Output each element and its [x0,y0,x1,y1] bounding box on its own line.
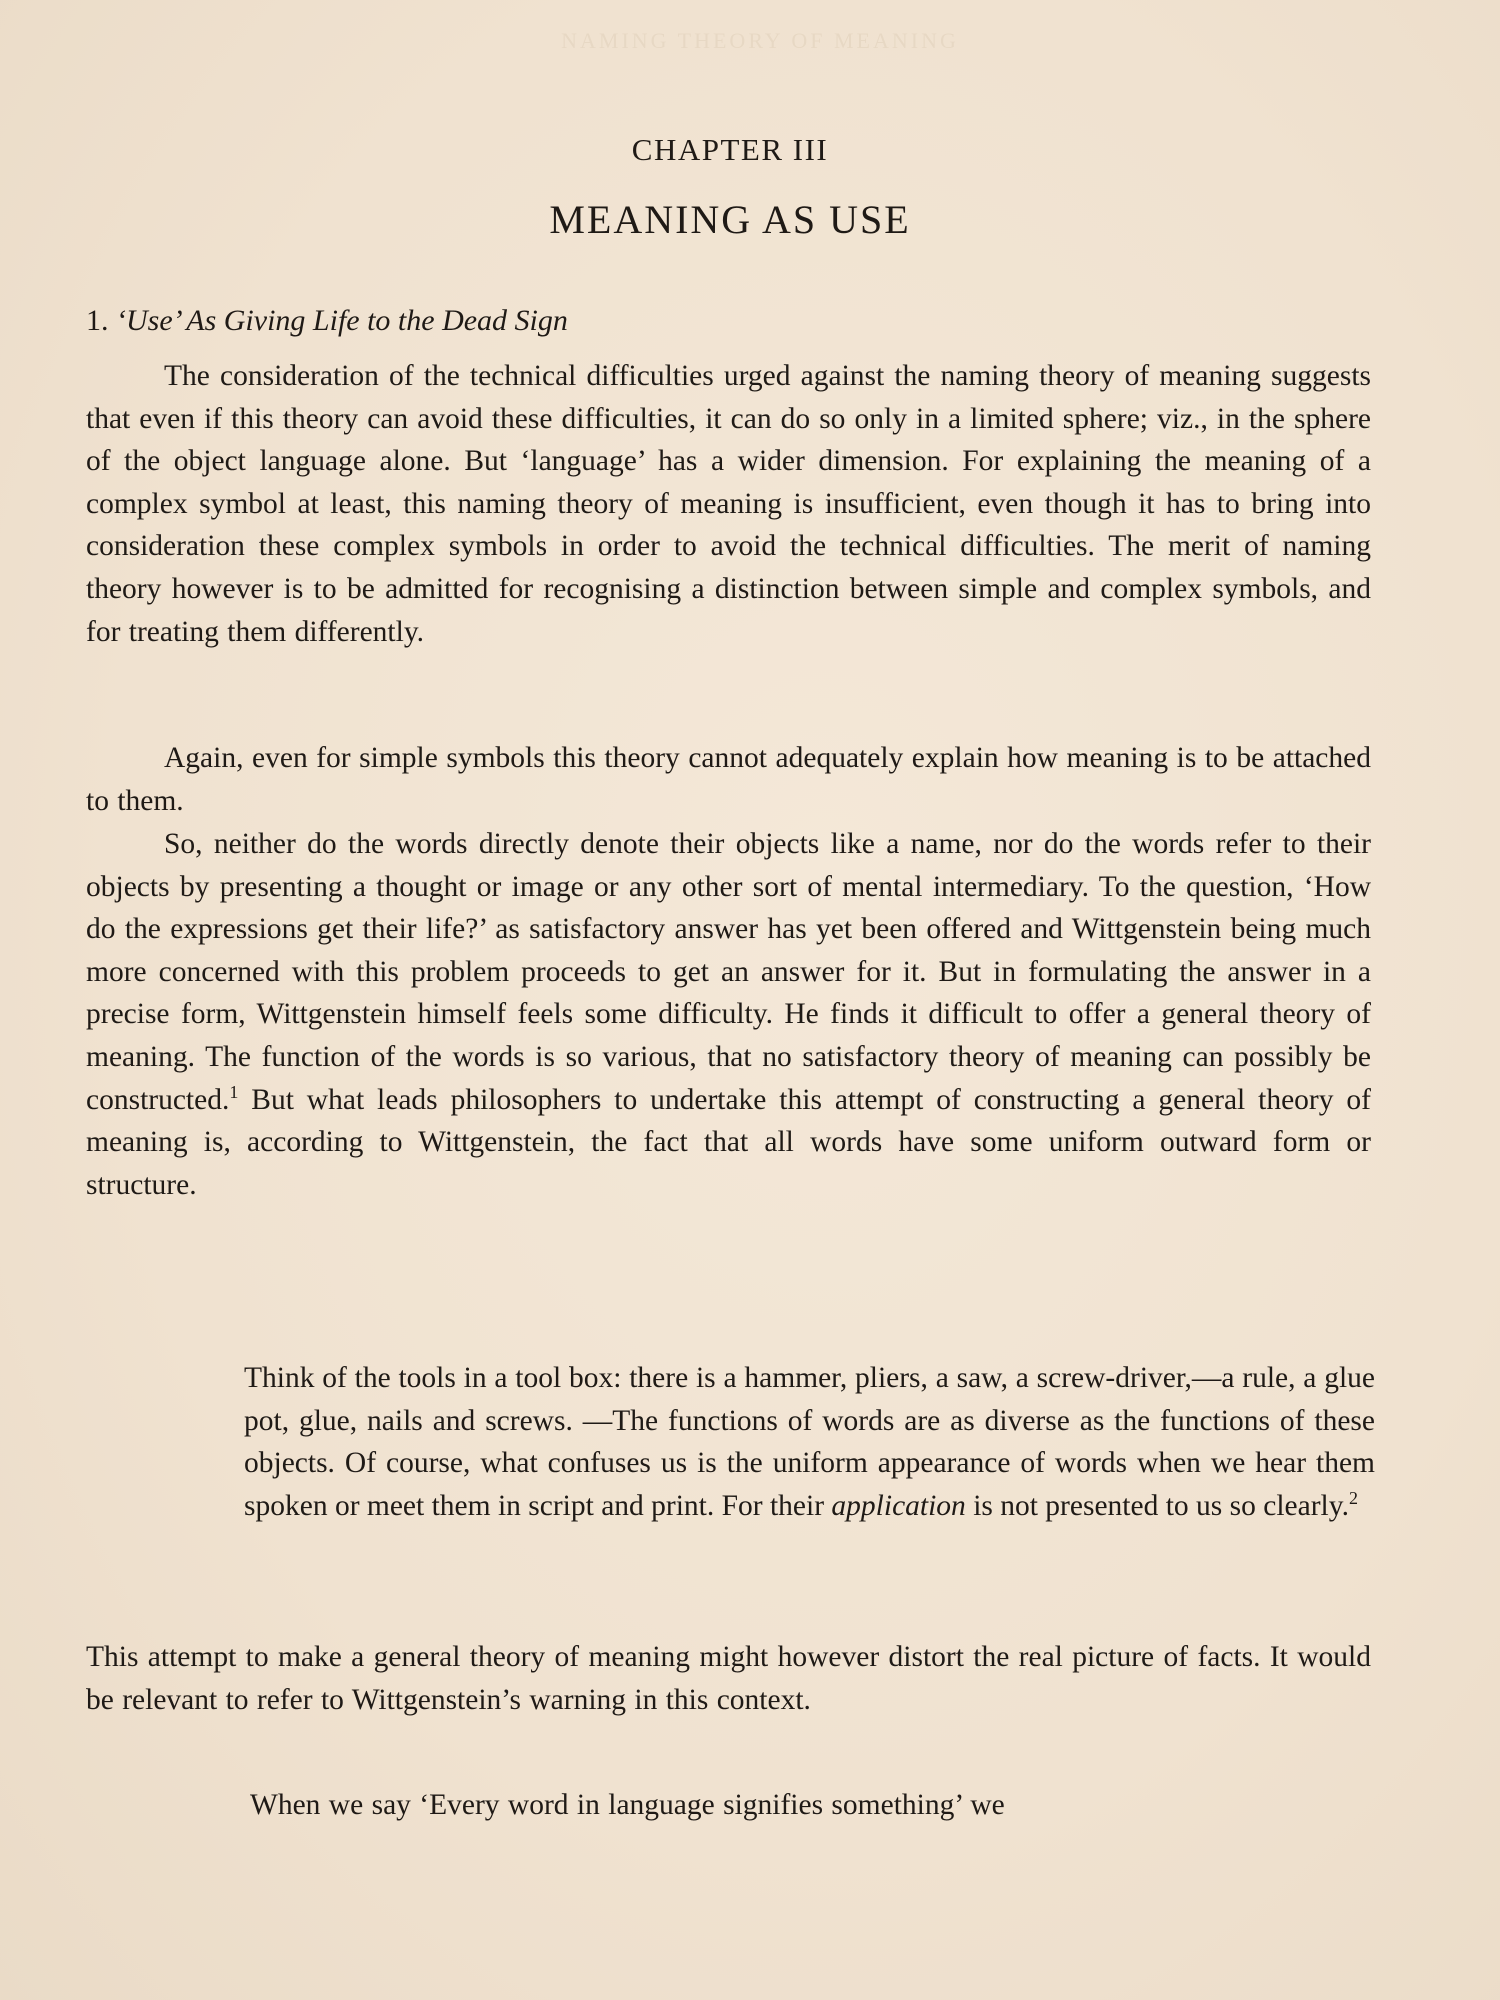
section-heading [86,304,568,338]
show-through-header: NAMING THEORY OF MEANING [561,28,959,53]
paragraph-text [86,823,1371,1206]
paragraph-5 [86,1784,1371,1827]
paragraph-3 [86,823,1371,1206]
section-number: 1. [86,304,109,337]
chapter-label: CHAPTER III [631,132,829,167]
paragraph-text-part: But what leads philosophers to undertake this attempt of constructing a general theory of meaning is, according to Wittgenstein, the fact that all words have some uniform outward form or structure. [86,1083,1371,1201]
quote-text [244,1357,1375,1527]
paragraph-text: This attempt to make a general theory of meaning might however distort the real picture of facts. It would be relevant to refer to Wittgenstein’s warning in this context. [86,1641,1371,1716]
paragraph-text: When we say ‘Every word in language signifies something’ we [250,1789,1005,1821]
quote-emphasis: application [831,1489,966,1522]
quote-text-part: Think of the tools in a tool box: there is a hammer, pliers, a saw, a screw-driver,—a rule, a glue pot, glue, nails and screws. —The functions of words are as diverse as the functions of these objects. Of course, what confuses us is the uniform appearance of words when we hear them spoken or meet them in script and print. For their [244,1362,1375,1522]
footnote-marker-2: 2 [1348,1487,1358,1508]
section-title: ‘Use’ As Giving Life to the Dead Sign [116,304,568,337]
paragraph-text: The consideration of the technical difficulties urged against the naming theory of meaning suggests that even if this theory can avoid these difficulties, it can do so only in a limited sphere; viz., in the sphere of the object language alone. But ‘language’ has a wider dimension. For explaining the meaning of a complex symbol at least, this naming theory of meaning is insufficient, even though it has to bring into consideration these complex symbols in order to avoid the technical difficulties. The merit of naming theory however is to be admitted for recognising a distinction between simple and complex symbols, and for treating them differently. [86,360,1371,648]
paragraph-4 [86,1636,1371,1721]
block-quote [244,1357,1375,1527]
footnote-marker-1: 1 [229,1081,239,1102]
chapter-title: MEANING AS USE [549,197,911,242]
quote-text-part: is not presented to us so clearly. [965,1489,1349,1522]
paragraph-text: Again, even for simple symbols this theory cannot adequately explain how meaning is to be attached to them. [86,742,1371,817]
paragraph-1 [86,355,1371,653]
paragraph-text-part: So, neither do the words directly denote their objects like a name, nor do the words refer to their objects by presenting a thought or image or any other sort of mental intermediary. To the question, ‘How do the expressions get their life?’ as satisfactory answer has yet been offered and Wittgenstein being much more concerned with this problem proceeds to get an answer for it. But in formulating the answer in a precise form, Wittgenstein himself feels some difficulty. He finds it difficult to offer a general theory of meaning. The function of the words is so various, that no satisfactory theory of meaning can possibly be constructed. [86,828,1371,1116]
paragraph-2 [86,737,1371,822]
